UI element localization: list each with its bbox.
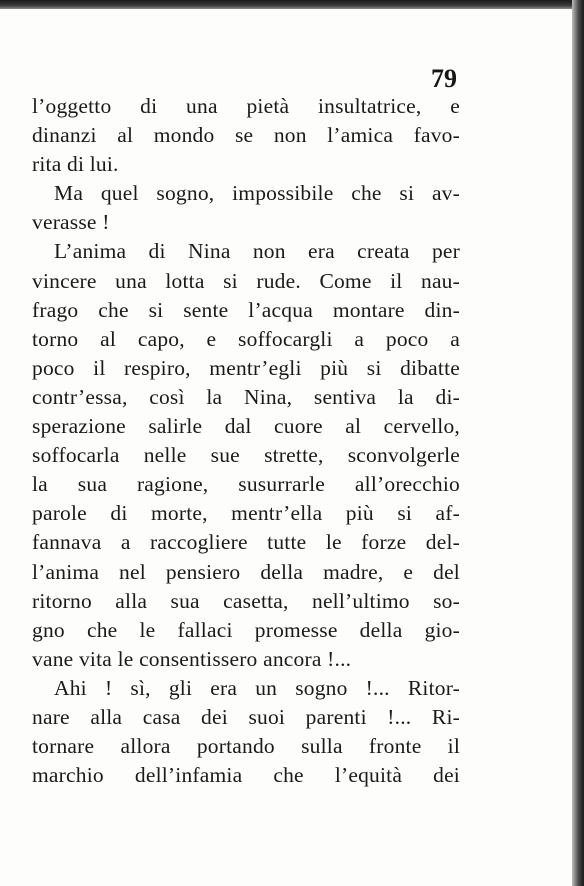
text-line: marchio dell’infamia che l’equità dei (32, 763, 460, 788)
text-line: nare alla casa dei suoi parenti !... Ri- (32, 704, 460, 729)
text-line: frago che si sente l’acqua montare din- (32, 297, 460, 322)
text-line: ritorno alla sua casetta, nell’ultimo so- (32, 588, 460, 613)
text-line: l’oggetto di una pietà insultatrice, e (32, 94, 460, 118)
text-line: contr’essa, così la Nina, sentiva la di- (32, 384, 460, 409)
text-line: torno al capo, e soffocargli a poco a (32, 326, 460, 351)
text-line: fannava a raccogliere tutte le forze del- (32, 530, 460, 555)
page-right-edge (572, 0, 584, 886)
text-line: verasse ! (32, 210, 110, 235)
text-line: L’anima di Nina non era creata per (54, 239, 460, 264)
text-line: Ahi ! sì, gli era un sogno !... Ritor- (54, 675, 460, 700)
page-number: 79 (431, 64, 457, 93)
text-line: soffocarla nelle sue strette, sconvolgerle (32, 443, 460, 468)
text-line: poco il respiro, mentr’egli più si dibatte (32, 355, 460, 380)
text-line: tornare allora portando sulla fronte il (32, 734, 460, 759)
page-top-edge (0, 0, 584, 9)
text-line: vane vita le consentissero ancora !... (32, 646, 352, 671)
body-text (32, 92, 460, 790)
text-line: parole di morte, mentr’ella più si af- (32, 501, 460, 526)
text-line: l’anima nel pensiero della madre, e del (32, 559, 460, 584)
text-line: gno che le fallaci promesse della gio- (32, 617, 460, 642)
text-line: dinanzi al mondo se non l’amica favo- (32, 123, 460, 148)
text-line: Ma quel sogno, impossibile che si av- (54, 181, 460, 206)
text-line: vincere una lotta si rude. Come il nau- (32, 268, 460, 293)
text-line: la sua ragione, susurrarle all’orecchio (32, 472, 460, 497)
text-line: sperazione salirle dal cuore al cervello, (32, 414, 460, 439)
text-line: rita di lui. (32, 152, 119, 177)
